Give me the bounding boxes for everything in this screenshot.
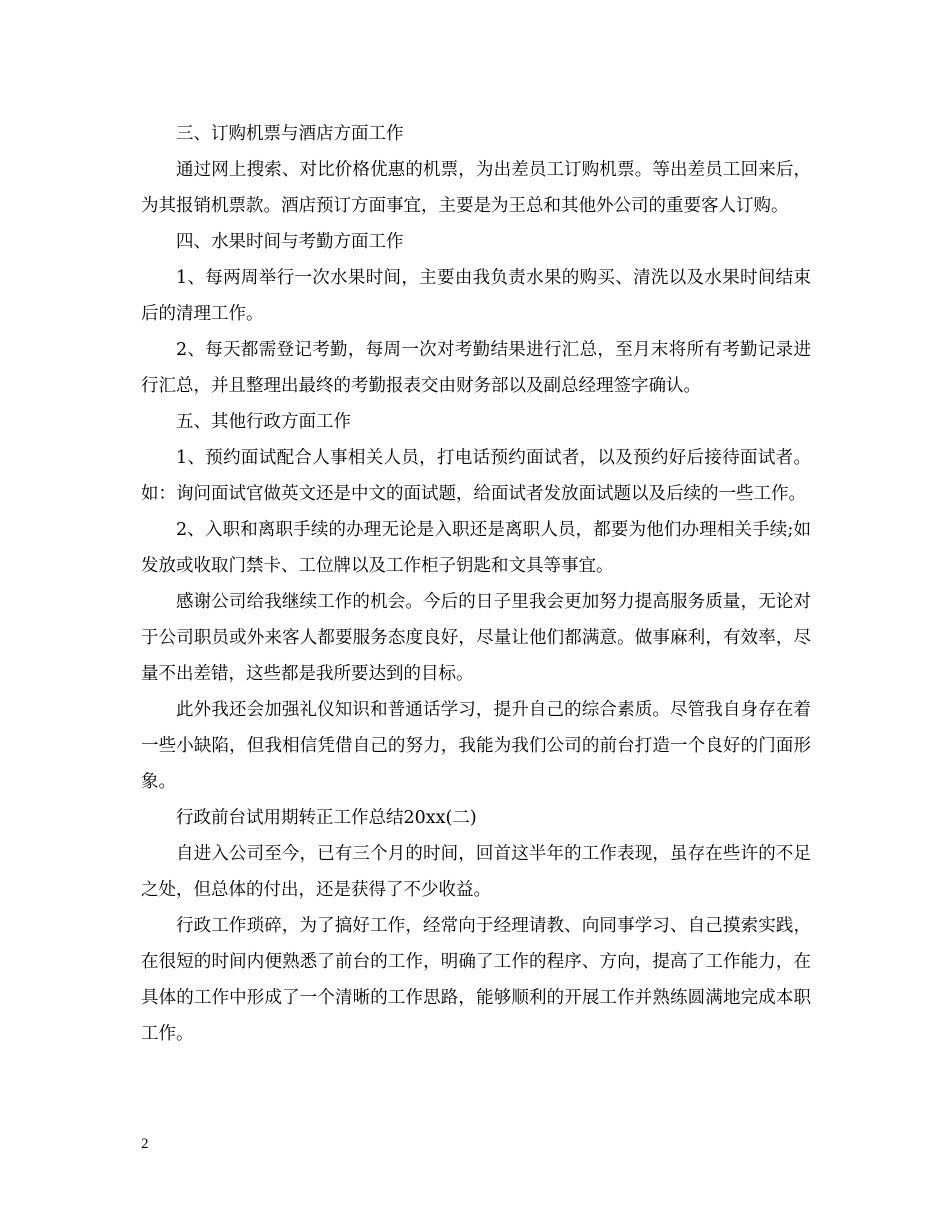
paragraph: 1、每两周举行一次水果时间，主要由我负责水果的购买、清洗以及水果时间结束后的清理工作。 — [141, 268, 811, 324]
paragraph: 1、预约面试配合人事相关人员，打电话预约面试者，以及预约好后接待面试者。如：询问面试官做英文还是中文的面试题，给面试者发放面试题以及后续的一些工作。 — [141, 448, 811, 504]
document-body — [141, 116, 811, 1052]
paragraph: 2、每天都需登记考勤，每周一次对考勤结果进行汇总，至月末将所有考勤记录进行汇总，并且整理出最终的考勤报表交由财务部以及副总经理签字确认。 — [141, 340, 811, 396]
section-heading-booking: 三、订购机票与酒店方面工作 — [176, 124, 404, 144]
section-heading-other-admin: 五、其他行政方面工作 — [176, 412, 351, 432]
page-number: 2 — [141, 1136, 149, 1152]
paragraph: 通过网上搜索、对比价格优惠的机票，为出差员工订购机票。等出差员工回来后，为其报销机票款。酒店预订方面事宜，主要是为王总和其他外公司的重要客人订购。 — [141, 160, 811, 216]
section-heading-fruit-attendance: 四、水果时间与考勤方面工作 — [176, 232, 404, 252]
paragraph: 此外我还会加强礼仪知识和普通话学习，提升自己的综合素质。尽管我自身存在着一些小缺陷，但我相信凭借自己的努力，我能为我们公司的前台打造一个良好的门面形象。 — [141, 700, 811, 792]
paragraph: 2、入职和离职手续的办理无论是入职还是离职人员，都要为他们办理相关手续;如发放或收取门禁卡、工位牌以及工作柜子钥匙和文具等事宜。 — [141, 520, 811, 576]
paragraph: 行政工作琐碎，为了搞好工作，经常向于经理请教、向同事学习、自己摸索实践，在很短的时间内便熟悉了前台的工作，明确了工作的程序、方向，提高了工作能力，在具体的工作中形成了一个清晰的工作思路，能够顺利的开展工作并熟练圆满地完成本职工作。 — [141, 916, 811, 1044]
section-title: 行政前台试用期转正工作总结20xx(二) — [176, 808, 477, 828]
paragraph: 感谢公司给我继续工作的机会。今后的日子里我会更加努力提高服务质量，无论对于公司职员或外来客人都要服务态度良好，尽量让他们都满意。做事麻利，有效率，尽量不出差错，这些都是我所要达到的目标。 — [141, 592, 811, 684]
paragraph: 自进入公司至今，已有三个月的时间，回首这半年的工作表现，虽存在些许的不足之处，但总体的付出，还是获得了不少收益。 — [141, 844, 811, 900]
